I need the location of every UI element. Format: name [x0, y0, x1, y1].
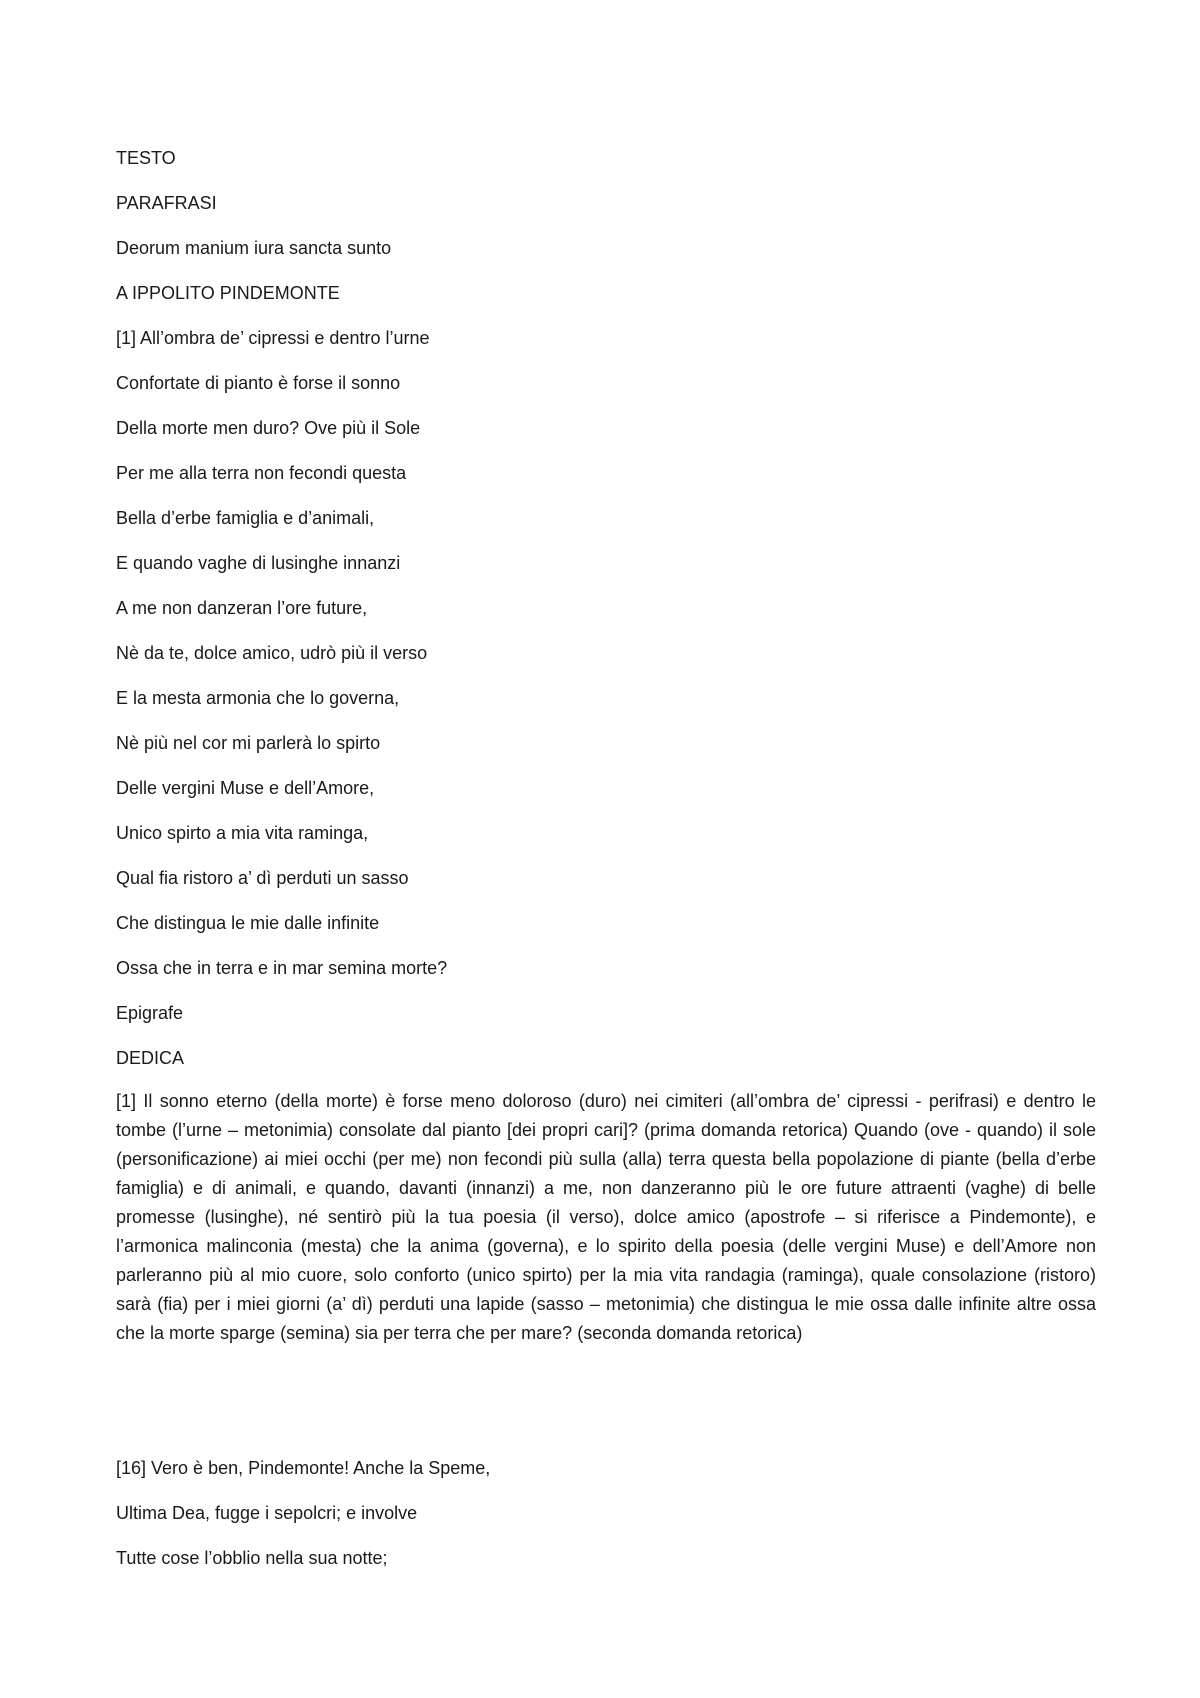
verse-line: Ultima Dea, fugge i sepolcri; e involve	[116, 1503, 418, 1523]
heading-testo: TESTO	[116, 148, 176, 168]
verse-line: Unico spirto a mia vita raminga,	[116, 823, 369, 843]
verse-line: E la mesta armonia che lo governa,	[116, 688, 400, 708]
verse-line: Bella d’erbe famiglia e d’animali,	[116, 508, 375, 528]
verse-line: A me non danzeran l’ore future,	[116, 598, 368, 618]
verse-line: Nè più nel cor mi parlerà lo spirto	[116, 733, 381, 753]
verse-line: [1] All’ombra de’ cipressi e dentro l’urne	[116, 328, 430, 348]
paraphrase-paragraph: [1] Il sonno eterno (della morte) è forse meno doloroso (duro) nei cimiteri (all’ombra de’ cipressi - perifrasi) e dentro le tombe (l’urne – metonimia) consolate dal pianto [dei propri cari]? (prima domanda retorica) Quando (ove - quando) il sole (personificazione) ai miei occhi (per me) non fecondi più sulla (alla) terra questa bella popolazione di piante (bella d’erbe famiglia) e di animali, e quando, davanti (innanzi) a me, non danzeranno più le ore future attraenti (vaghe) di belle promesse (lusinghe), né sentirò più la tua poesia (il verso), dolce amico (apostrofe – si riferisce a Pindemonte), e l’armonica malinconia (mesta) che la anima (governa), e lo spirito della poesia (delle vergini Muse) e dell’Amore non parleranno più al mio cuore, solo conforto (unico spirto) per la mia vita randagia (raminga), quale consolazione (ristoro) sarà (fia) per i miei giorni (a’ dì) perduti una lapide (sasso – metonimia) che distingua le mie ossa dalle infinite altre ossa che la morte sparge (semina) sia per terra che per mare? (seconda domanda retorica)	[116, 1091, 1096, 1343]
heading-parafrasi: PARAFRASI	[116, 193, 217, 213]
verse-line: Nè da te, dolce amico, udrò più il verso	[116, 643, 428, 663]
verse-line: Qual fia ristoro a’ dì perduti un sasso	[116, 868, 409, 888]
label-epigrafe: Epigrafe	[116, 1003, 184, 1023]
verse-line: Per me alla terra non fecondi questa	[116, 463, 407, 483]
verse-line: Delle vergini Muse e dell’Amore,	[116, 778, 375, 798]
verse-line: [16] Vero è ben, Pindemonte! Anche la Speme,	[116, 1458, 491, 1478]
epigraph-line: Deorum manium iura sancta sunto	[116, 238, 392, 258]
verse-line: Confortate di pianto è forse il sonno	[116, 373, 401, 393]
verse-line: Tutte cose l’obblio nella sua notte;	[116, 1548, 388, 1568]
verse-line: E quando vaghe di lusinghe innanzi	[116, 553, 401, 573]
verse-line: Ossa che in terra e in mar semina morte?	[116, 958, 448, 978]
label-dedica: DEDICA	[116, 1048, 185, 1068]
dedication-line: A IPPOLITO PINDEMONTE	[116, 283, 340, 303]
verse-line: Che distingua le mie dalle infinite	[116, 913, 380, 933]
verse-line: Della morte men duro? Ove più il Sole	[116, 418, 421, 438]
